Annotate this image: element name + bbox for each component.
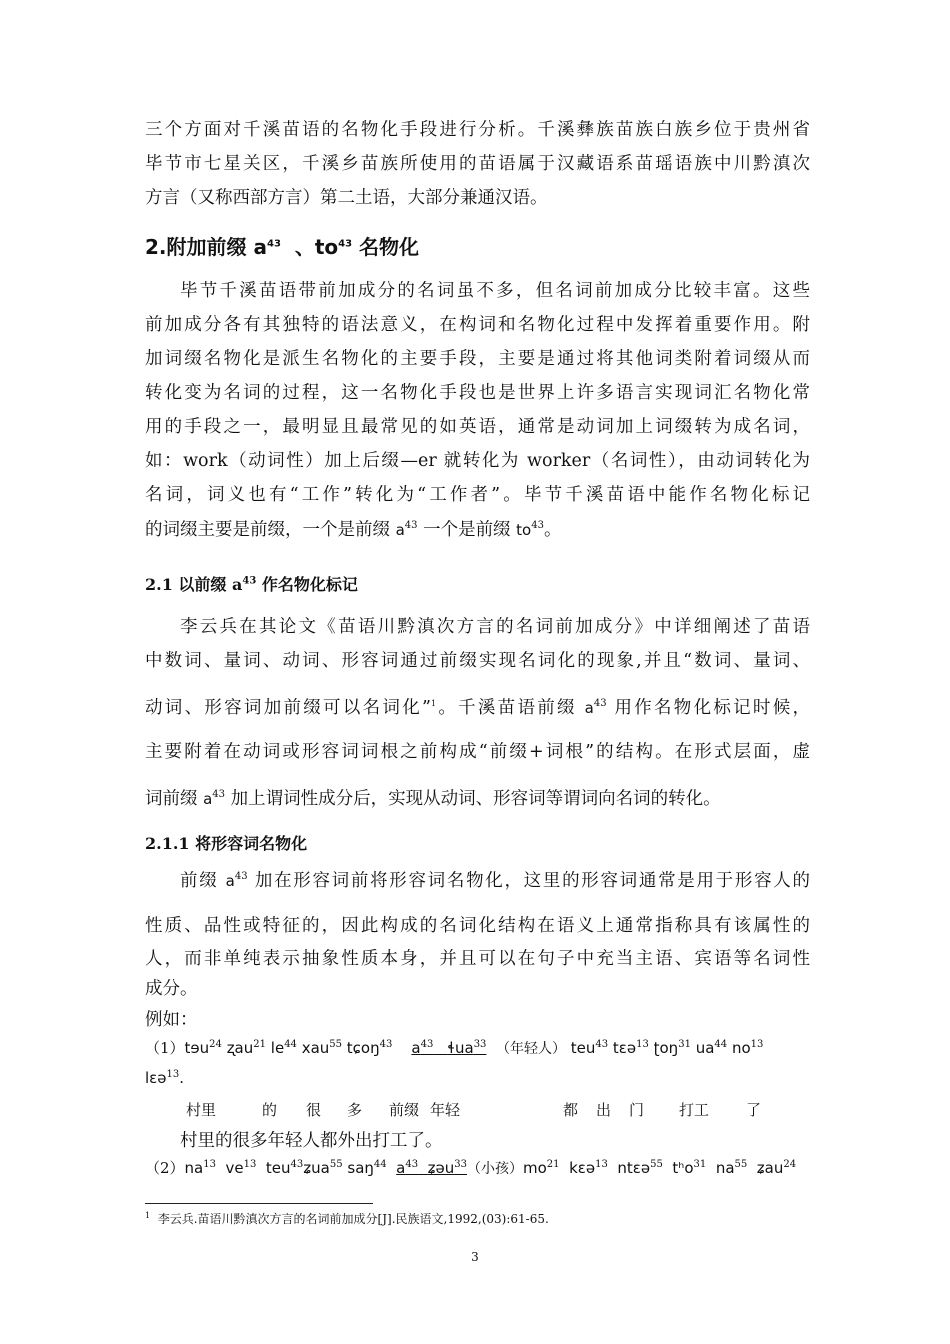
para3-line-3: 人，而非单纯表示抽象性质本身，并且可以在句子中充当主语、宾语等名词性 xyxy=(145,949,810,969)
intro-line-3: 方言（又称西部方言）第二土语，大部分兼通汉语。 xyxy=(145,188,548,208)
para1-line-6: 如：work（动词性）加上后缀—er 就转化为 worker（名词性），由动词转化为 xyxy=(145,451,810,471)
para3-line-4: 成分。 xyxy=(145,979,198,999)
gloss-word: 的 xyxy=(262,1101,278,1119)
example-1-line-1: （1）tɘu$^{24}$ ʐau$^{21}$ $le^{44}$ xau$^{55}$ tɕoŋ$^{43}$ $a^{43}$ ɬua$^{33}$ （年轻人） teu$^{43}$ tɛə$^{13}$ ʈoŋ$^{31}$ $ua^{44}$ $no^{13}$ xyxy=(145,1039,764,1057)
page-number: 3 xyxy=(471,1250,479,1264)
section-2-1-1-heading: 2.1.1 将形容词名物化 xyxy=(145,834,308,853)
para2-line-4: 主要附着在动词或形容词词根之前构成“前缀+词根”的结构。在形式层面，虚 xyxy=(145,742,810,762)
example-1-translation: 村里的很多年轻人都外出打工了。 xyxy=(180,1131,443,1151)
gloss-word: 都 xyxy=(563,1101,579,1119)
gloss-word: 前缀 xyxy=(389,1101,420,1119)
para1-line-7: 名词，词义也有“工作”转化为“工作者”。毕节千溪苗语中能作名物化标记 xyxy=(145,485,810,505)
footnote-separator xyxy=(145,1203,373,1204)
nominalized-word-2: $a^{43}$ ʑəu$^{33}$ xyxy=(396,1159,467,1177)
para3-line-2: 性质、品性或特征的，因此构成的名词化结构在语义上通常指称具有该属性的 xyxy=(145,916,810,936)
footnote-ref: 1 xyxy=(430,699,437,709)
example-1-line-2: lɛə$^{13}$. xyxy=(145,1069,185,1087)
nominalized-word-1: $a^{43}$ ɬua$^{33}$ xyxy=(411,1039,487,1057)
gloss-word: 打工 xyxy=(679,1101,710,1119)
para1-line-5: 用的手段之一，最明显且最常见的如英语，通常是动词加上词缀转为成名词， xyxy=(145,417,810,437)
intro-line-1: 三个方面对千溪苗语的名物化手段进行分析。千溪彝族苗族白族乡位于贵州省 xyxy=(145,120,810,140)
para2-line-2: 中数词、量词、动词、形容词通过前缀实现名词化的现象,并且“数词、量词、 xyxy=(145,651,810,671)
gloss-word: 多 xyxy=(347,1101,363,1119)
para1-line-2: 前加成分各有其独特的语法意义，在构词和名物化过程中发挥着重要作用。附 xyxy=(145,315,810,335)
para1-line-4: 转化变为名词的过程，这一名物化手段也是世界上许多语言实现词汇名物化常 xyxy=(145,383,810,403)
gloss-word: 门 xyxy=(629,1101,645,1119)
footnote: $^1$ 李云兵.苗语川黔滇次方言的名词前加成分[J].民族语文,1992,(03):61-65. xyxy=(145,1211,549,1226)
para2-line-1: 李云兵在其论文《苗语川黔滇次方言的名词前加成分》中详细阐述了苗语 xyxy=(180,617,810,637)
para1-line-8: 的词缀主要是前缀，一个是前缀 $a^{43}$ 一个是前缀 $to^{43}$。 xyxy=(145,520,562,540)
gloss-word: 了 xyxy=(746,1101,762,1119)
example-2-line-1: $(2)na^{13}$ $ve^{13}$ teu$^{43}$ʑua$^{55}$ saŋ$^{44}$ $a^{43}$ ʑəu$^{33}$（小孩）$mo^{21}$ kɛə$^{13}$ ntɛə$^{55}$ tʰo$^{31}$ $na^{55}$ ʑau$^{24}$ xyxy=(145,1159,797,1177)
example-intro: 例如： xyxy=(145,1010,198,1030)
para1-line-3: 加词缀名物化是派生名物化的主要手段，主要是通过将其他词类附着词缀从而 xyxy=(145,349,810,369)
section-2-1-heading: 2.1 以前缀 $a^{43}$ 作名物化标记 xyxy=(145,575,358,594)
section-2-heading: 2.附加前缀 $a^{43}$ 、$to^{43}$ 名物化 xyxy=(145,235,420,259)
gloss-word: 很 xyxy=(306,1101,322,1119)
para2-line-3: 动词、形容词加前缀可以名词化”$^1$。千溪苗语前缀 $a^{43}$ 用作名物化标记时候， xyxy=(145,698,811,718)
gloss-word: 出 xyxy=(596,1101,612,1119)
para1-line-1: 毕节千溪苗语带前加成分的名词虽不多，但名词前加成分比较丰富。这些 xyxy=(180,281,810,301)
gloss-word: 村里 xyxy=(186,1101,217,1119)
intro-line-2: 毕节市七星关区，千溪乡苗族所使用的苗语属于汉藏语系苗瑶语族中川黔滇次 xyxy=(145,154,810,174)
gloss-word: 年轻 xyxy=(430,1101,461,1119)
para2-line-5: 词前缀 $a^{43}$ 加上谓词性成分后，实现从动词、形容词等谓词向名词的转化。 xyxy=(145,789,721,809)
para3-line-1: 前缀 $a^{43}$ 加在形容词前将形容词名物化，这里的形容词通常是用于形容人的 xyxy=(180,871,810,891)
